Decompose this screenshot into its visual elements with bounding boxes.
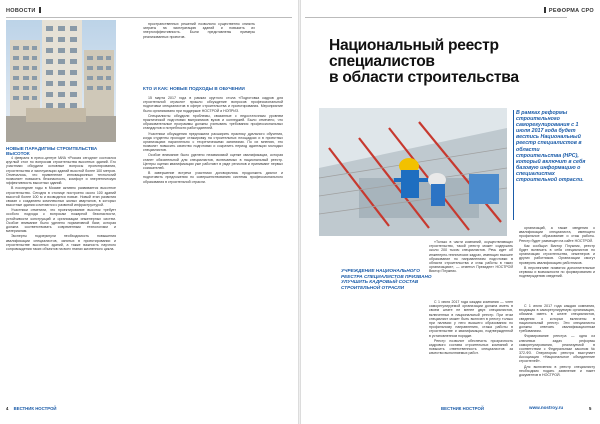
title-line: Национальный реестр	[329, 37, 499, 54]
left-running-head	[6, 7, 44, 17]
paragraph: С 1 июля 2017 года каждая компания, входящая в саморегулируемую организацию, обязана иметь в штате специалистов, сведения о которых включены в национальный реестр. Эти специалисты должны отвечать квалификационным требованиям.	[519, 304, 595, 334]
pull-quote: УЧРЕЖДЕНИЕ НАЦИОНАЛЬНОГО РЕЕСТРА СПЕЦИАЛИСТОВ ПРИЗВАНО УЛУЧШИТЬ КАДРОВЫЙ СОСТАВ СТРОИТЕЛЬНОЙ ОТРАСЛИ	[341, 268, 432, 290]
right-running-head	[541, 7, 594, 17]
photo-quote-text	[429, 240, 513, 275]
right-page	[301, 0, 600, 424]
left-page	[0, 0, 298, 424]
paragraph: 15 марта 2017 года в рамках круглого стола «Подготовка кадров для строительной отрасли» прошло обсуждение вопросов профессиональной подготовки специалистов в сфере строительства и проектирования. Мероприятие было организовано при поддержке НОСТРОЙ и НОПРИЗ.	[143, 96, 283, 113]
left-column-1	[6, 156, 116, 402]
publication-name: ВЕСТНИК НОСТРОЙ	[441, 406, 484, 411]
paragraph: В последние годы в Москве активно развивается высотное строительство. Сегодня в столице построено около 100 зданий высотой более 100 м и возводятся новые. Новый этап развития связан с созданием комплексных жилых кварталов, в которых высотные здания сочетаются с развитой инфраструктурой.	[6, 186, 116, 208]
paragraph: Участники обсуждения предложили расширить практику дуального обучения, когда студенты проходят стажировку на строительных площадках и в проектных организациях параллельно с теоретическими занятиями. По их мнению, это позволит повысить качество подготовки и сократить период адаптации молодых специалистов.	[143, 131, 283, 153]
publication-name: ВЕСТНИК НОСТРОЙ	[13, 406, 57, 411]
paragraph: организаций, а также сведения о квалификации специалиста, имеющего профильное образование и стаж работы. Реестр будет размещен на сайте НОСТРОЙ.	[519, 226, 595, 243]
lead-rule	[513, 110, 514, 220]
left-column-2-top	[143, 22, 255, 40]
paragraph: Специалисты обсудили проблемы, связанные с недостаточным уровнем практической подготовки выпускников вузов и колледжей. Было отмечено, что образовательные программы должны учитывать требования профессиональных стандартов и потребности работодателей.	[143, 113, 283, 131]
right-section-label: РЕФОРМА СРО	[548, 8, 594, 14]
title-line: специалистов	[329, 52, 435, 70]
right-footer	[441, 406, 484, 411]
paragraph: 4 февраля в пресс-центре МИА «Россия сегодня» состоялся круглый стол по вопросам строительства высотных зданий. Его участники обсудили основные вопросы проектирования, строительства и эксплуатации зданий высотой более 100 метров. Отмечалось, что применение инновационных технологий позволяет повысить безопасность, комфорт и энергетическую эффективность высотных зданий.	[6, 156, 116, 186]
paragraph: Формирование реестра — одна из ключевых задач реформы саморегулирования, реализуемой в соответствии с Федеральным законом № 372-ФЗ. Оператором реестра выступает Ассоциация «Национальное объединение строителей».	[519, 334, 595, 364]
paragraph: В перспективе появятся дополнительные сервисы и возможности по формированию и подтверждению сведений.	[519, 265, 595, 279]
left-article-heading: НОВЫЕ ПАРАДИГМЫ СТРОИТЕЛЬСТВА ВЫСОТОК	[6, 146, 98, 156]
title-line: в области строительства	[329, 68, 519, 86]
page-number: 5	[589, 406, 592, 411]
right-column-top	[519, 226, 595, 279]
right-column-bottom-left	[429, 300, 513, 400]
construction-photo	[319, 108, 507, 236]
highrise-photo	[6, 20, 116, 142]
training-heading: КТО И КАК: НОВЫЕ ПОДХОДЫ В ОБУЧЕНИИ	[143, 86, 245, 91]
site-url: www.nostroy.ru	[529, 405, 564, 410]
paragraph: Участники отметили, что проектирование высоток требует особого подхода к вопросам пожарной безопасности, устойчивости конструкций и организации инженерных систем. Особое внимание было уделено нормативной базе, которая должна соответствовать современным технологиям и материалам.	[6, 208, 116, 234]
paragraph: Для включения в реестр специалисту необходимо подать заявление и пакет документов в НОСТРОЙ.	[519, 364, 595, 377]
left-section-label: НОВОСТИ	[6, 8, 36, 14]
left-header-rule	[6, 17, 292, 18]
paragraph: «Только в части компаний, осуществляющих строительство, такой реестр может содержать около 200 тысяч специалистов. Речь идет об инженерно-технических кадрах, имеющих высшее образование по направлениям подготовки в области строительства и стаж работы в таких организациях», — отметил Президент НОСТРОЙ Виктор Плужник.	[429, 240, 513, 274]
article-title	[329, 38, 599, 85]
left-footer	[6, 406, 57, 411]
right-footer-page	[589, 406, 595, 411]
left-column-2	[143, 96, 283, 402]
paragraph: В завершение встречи участники договорились продолжить диалог и подготовить предложения по совершенствованию системы профессионального образования в строительной отрасли.	[143, 171, 283, 184]
paragraph: Как сообщил Виктор Плужник, реестр будет включать в себя специалистов по организации строительства, инженеров и других работников. Организации смогут проверять квалификацию работников.	[519, 243, 595, 265]
page-number: 4	[6, 406, 9, 411]
paragraph: Особое внимание было уделено независимой оценке квалификации, которая станет обязательной для специалистов, включаемых в национальный реестр. Центры оценки квалификации уже работают в ряде регионов и принимают первых соискателей.	[143, 153, 283, 170]
lead-paragraph: В рамках реформы строительного саморегулирования с 1 июля 2017 года будет вестись Национальный реестр специалистов в области строительства (НРС), который включит в себя базовую информацию о специалистах строительной отрасли.	[516, 110, 586, 184]
paragraph: Реестр позволит обеспечить прозрачность кадрового состава строительных компаний и повысить ответственность специалистов за качество выполняемых работ.	[429, 338, 513, 356]
paragraph: Эксперты подчеркнули необходимость повышения квалификации специалистов, занятых в проектировании и строительстве высотных зданий, а также важность научного сопровождения таких объектов на всех этапах жизненного цикла.	[6, 234, 116, 251]
paragraph: пространственных решений позволило существенно снизить затраты на эксплуатацию зданий и повысить их энергоэффективность. Были представлены примеры реализованных проектов.	[143, 22, 255, 39]
right-column-bottom-right	[519, 304, 595, 400]
paragraph: С 1 июля 2017 года каждая компания — член саморегулируемой организации должна иметь в своем штате не менее двух специалистов, включенных в национальный реестр. При этом специалист может быть включен в реестр только при наличии у него высшего образования по профильному направлению, стажа работы в строительстве и квалификации, подтвержденной в установленном порядке.	[429, 300, 513, 338]
right-header-rule	[305, 17, 567, 18]
